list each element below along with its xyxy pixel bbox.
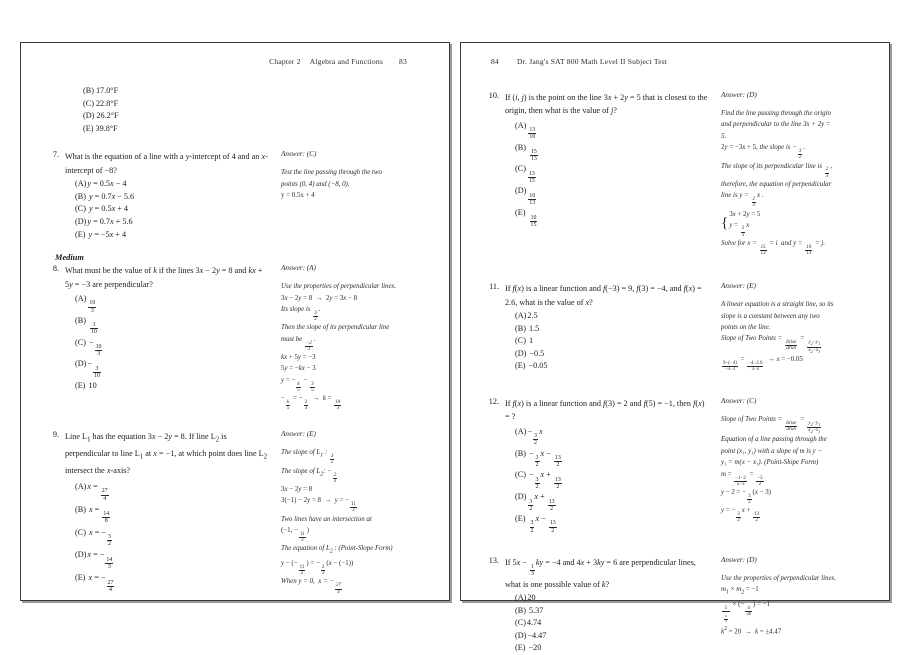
question-stem: If f(x) is a linear function and f(−3) = 9, f(3) = −4, and f(x) = 2.6, what is the value of x? xyxy=(505,284,702,307)
solution-line: Use the properties of perpendicular lines. xyxy=(281,283,396,291)
choice-b[interactable]: (B) y = 0.7x − 5.6 xyxy=(75,191,135,201)
solution-line: Use the properties of perpendicular lines. xyxy=(721,574,836,582)
running-head-book-title: Dr. Jang's SAT 800 Math Level II Subject Test xyxy=(517,57,668,66)
solution-line: line is y = $\frac{2}{3}$ x . xyxy=(721,192,764,209)
choices-list xyxy=(47,292,269,394)
choice-d[interactable]: (D) $\frac{3}{2}$ x + $\frac{13}{2}$ xyxy=(515,492,555,512)
question-number: 7. xyxy=(52,150,59,160)
choice-e[interactable]: (E) y = −5x + 4 xyxy=(75,229,127,239)
solution-line: Find the line passing through the origin xyxy=(721,110,831,117)
solution-line: Test the line passing through the two xyxy=(281,169,382,177)
fraction-denominator: 2 xyxy=(535,462,539,469)
choice-item[interactable]: (E) 39.8°F xyxy=(83,123,118,133)
solution-line: kx + 5y = −3 xyxy=(281,353,316,361)
fraction-numerator: 27 xyxy=(107,579,114,586)
fraction-denominator: 4 xyxy=(107,586,115,593)
choice-b[interactable]: (B) x = $\frac{14}{8}$ xyxy=(75,504,110,525)
answer-key: Answer: (D) xyxy=(721,555,757,564)
choice-item[interactable]: (B) 17.0°F xyxy=(83,86,119,95)
choice-value: −0.05 xyxy=(528,361,548,371)
solution-line: Solve for x = $\frac{15}{13}$ = i and y = $\frac{10}{13}$ = j. xyxy=(721,239,825,256)
choice-a[interactable]: (A)x = $\frac{27}{4}$ xyxy=(75,481,108,502)
choice-value: −20 xyxy=(528,643,542,653)
solution-line: Then the slope of its perpendicular line xyxy=(281,324,390,332)
solution-line: $m_1 \times m_2 = -1$ xyxy=(721,586,759,596)
choice-b[interactable]: (B) $\frac{15}{13}$ xyxy=(515,142,537,163)
choice-d[interactable]: (D) −0.5 xyxy=(515,348,545,358)
choice-d[interactable]: (D)− $\frac{3}{10}$ xyxy=(75,359,100,380)
choice-e[interactable]: (E) −0.05 xyxy=(515,361,548,371)
solution-line: y − 2 = − $\frac{3}{2}$ (x − 3) xyxy=(721,488,771,506)
question-number: 12. xyxy=(488,396,499,406)
choice-value: 20 xyxy=(527,592,536,602)
choice-b[interactable]: (B) $\frac{3}{10}$ xyxy=(75,315,97,336)
fraction-denominator: 2 xyxy=(549,527,557,534)
choice-a[interactable]: (A) $\frac{10}{3}$ xyxy=(75,293,96,314)
fraction-denominator: 15 xyxy=(530,221,537,228)
fraction-denominator: 2 xyxy=(535,483,539,490)
answer-key: Answer: (A) xyxy=(281,264,316,273)
question-stem: If f(x) is a linear function and f(3) = 2 and f(5) = −1, then f(x) = ? xyxy=(505,398,705,422)
continued-choices-list xyxy=(37,85,433,135)
solution-line: point (x₁, y₁) with a slope of m is y − xyxy=(721,447,823,455)
choices-list xyxy=(487,119,709,228)
fraction-denominator: 3 xyxy=(105,563,113,570)
solution-line: Equation of a line passing through the xyxy=(721,436,827,444)
fraction-numerator: 15 xyxy=(530,149,537,156)
choice-a[interactable]: (A) $\frac{13}{10}$ xyxy=(515,120,536,141)
answer-key: Answer: (C) xyxy=(721,396,757,405)
solution-line: slope is a constant between any two xyxy=(721,312,820,320)
solution-block xyxy=(281,281,433,411)
answer-key: Answer: (C) xyxy=(281,150,317,159)
fraction-numerator: 13 xyxy=(528,170,535,177)
question-9 xyxy=(37,430,433,594)
fraction-denominator: 2 xyxy=(530,527,534,534)
answer-key: Answer: (E) xyxy=(281,430,316,439)
choices-list xyxy=(487,310,709,373)
fraction-numerator: 3 xyxy=(529,498,533,505)
choice-c[interactable]: (C) y = 0.5x + 4 xyxy=(75,204,129,214)
solution-line: y = − $\frac{k}{5}$ − $\frac{3}{5}$ xyxy=(281,376,314,393)
fraction-denominator: 4 xyxy=(101,495,109,502)
fraction-numerator: 27 xyxy=(101,488,108,495)
fraction-numerator: 13 xyxy=(529,127,536,134)
fraction-denominator: 10 xyxy=(529,134,536,141)
choice-e[interactable]: (E) −20 xyxy=(515,643,542,653)
fraction-numerator: 10 xyxy=(89,300,96,307)
solution-block xyxy=(721,299,873,372)
fraction-denominator: 3 xyxy=(88,307,96,314)
choice-value: 1 xyxy=(528,336,534,346)
choice-b[interactable]: (B) 1.5 xyxy=(515,323,540,333)
fraction-numerator: 3 xyxy=(535,454,539,461)
choice-e[interactable]: (E) $\frac{10}{15}$ xyxy=(515,208,537,228)
solution-line: $\frac{5}{\frac{k}{3}}$ × (− $\frac{4}{3k}$ ) = −1 xyxy=(721,599,873,624)
solution-line: Slope of Two Points = $\frac{\text{Δrise}}{\text{Δrun}}$ = $\frac{y_2-y_1}{x_2-x_1}$ xyxy=(721,335,821,354)
solution-block xyxy=(721,573,873,638)
question-13 xyxy=(477,556,873,655)
choice-d[interactable]: (D)y = 0.7x + 5.6 xyxy=(75,216,133,226)
running-head-chapter-title: Algebra and Functions xyxy=(309,57,383,66)
fraction-numerator: 14 xyxy=(106,556,113,563)
solution-line: m = $\frac{-1-2}{5-3}$ = $\frac{-3}{2}$ xyxy=(721,470,763,487)
solution-line: y − (− $\frac{11}{2}$ ) = − $\frac{2}{3}$ (x − (−1)) xyxy=(281,560,354,577)
solution-line: 5y = −kx − 3 xyxy=(281,365,316,373)
fraction-numerator: 3 xyxy=(92,322,96,329)
fraction-denominator: 8 xyxy=(102,517,110,524)
question-stem: What is the equation of a line with a y-intercept of 4 and an x-intercept of −8? xyxy=(65,152,268,175)
choice-b[interactable]: (B) − $\frac{3}{2}$ x − $\frac{13}{2}$ xyxy=(515,448,561,469)
fraction-numerator: 10 xyxy=(530,214,537,221)
choice-item[interactable]: (D) 26.2°F xyxy=(83,111,119,121)
fraction-denominator: 2 xyxy=(529,505,533,512)
question-number: 11. xyxy=(489,282,499,292)
solution-line: The slope of $L_2$: − $\frac{2}{3}$ xyxy=(281,467,337,484)
page-number-right: 84 xyxy=(491,57,499,66)
question-11 xyxy=(477,282,873,373)
choice-c[interactable]: (C) − $\frac{3}{2}$ x + $\frac{13}{2}$ xyxy=(515,470,561,490)
question-number: 13. xyxy=(488,555,499,565)
question-number: 9. xyxy=(52,430,59,440)
fraction-numerator: 10 xyxy=(529,192,536,199)
fraction-denominator: 2 xyxy=(548,505,556,512)
fraction-denominator: 10 xyxy=(94,373,100,380)
solution-line: $\frac{9-(-4)}{-3-3}$ = $\frac{-4-2.6}{3-x}$ → x = −0.05 xyxy=(723,355,803,372)
choice-c[interactable]: (C) x = − $\frac{3}{2}$ xyxy=(75,527,111,548)
solution-line: must be $\frac{-2}{3}$ . xyxy=(281,335,316,352)
question-stem: If 5x − $\frac{1}{3}$ ky = −4 and 4x + 3ky = 6 are perpendicular lines, what is one possible value of k? xyxy=(505,557,696,589)
solution-line: points (0, 4) and (−8, 0). xyxy=(281,180,350,188)
fraction-numerator: 3 xyxy=(535,476,539,483)
choice-value: 4.74 xyxy=(526,618,542,628)
choice-b[interactable]: (B) 5.37 xyxy=(515,605,544,615)
running-head-right-page xyxy=(477,57,873,71)
solution-line: 3x − 2y = 8 xyxy=(281,485,313,493)
fraction-numerator: 3 xyxy=(95,365,99,372)
choice-value: 5.37 xyxy=(528,605,544,615)
solution-line: (−1, − $\frac{11}{2}$ ) xyxy=(281,527,310,544)
solution-line: − $\frac{k}{5}$ = − $\frac{2}{3}$ → k = $\frac{10}{3}$ xyxy=(281,395,341,412)
choice-c[interactable]: (C) − $\frac{10}{3}$ xyxy=(75,337,102,358)
choice-e[interactable]: (E) x = − $\frac{27}{4}$ xyxy=(75,573,114,593)
fraction-numerator: 3 xyxy=(107,533,111,540)
fraction-denominator: 2 xyxy=(554,483,562,490)
solution-block xyxy=(281,447,433,594)
solution-line: $k^2 = 20 \to k = \pm 4.47$ xyxy=(721,625,782,635)
choice-a[interactable]: (A)− $\frac{3}{2}$ x xyxy=(515,426,543,447)
page-number-left: 83 xyxy=(399,57,407,66)
solution-line: points on the line. xyxy=(721,323,771,331)
choice-value: 10 xyxy=(88,381,97,391)
solution-line: y₁ = m(x − x₁). (Point-Slope Form) xyxy=(721,459,819,467)
choices-list xyxy=(487,592,709,655)
question-12 xyxy=(477,397,873,534)
fraction-numerator: 10 xyxy=(95,344,102,351)
answer-key: Answer: (E) xyxy=(721,282,756,291)
solution-line: 2y = −3x + 5, the slope is − $\frac{3}{2}$ . xyxy=(721,144,806,161)
solution-line-system: { 3x + 2y = 5 y = $\frac{2}{3}$ x xyxy=(721,210,761,238)
choice-d[interactable]: (D)−4.47 xyxy=(515,630,547,640)
fraction-denominator: 10 xyxy=(90,329,97,336)
solution-line: Its slope is $\frac{3}{2}$ . xyxy=(281,305,321,323)
fraction-denominator: 3 xyxy=(95,350,103,357)
question-stem: What must be the value of k if the lines 3x − 2y = 8 and kx + 5y = −3 are perpendicular? xyxy=(65,266,263,289)
choice-e[interactable]: (E) $\frac{3}{2}$ x − $\frac{13}{2}$ xyxy=(515,513,556,534)
choices-list xyxy=(47,178,269,241)
question-7 xyxy=(37,150,433,241)
solution-line: The slope of its perpendicular line is $\frac{2}{3}$ , xyxy=(721,162,832,179)
question-stem: Line $L_1$ has the equation 3x − 2y = 8. If line $L_2$ is perpendicular to line $L_1$ at x = −1, at which point does line $L_2$ intersect the x-axis? xyxy=(65,432,268,476)
solution-line: 3(−1) − 2y = 8 → y = − $\frac{11}{2}$ xyxy=(281,497,356,514)
question-stem: If (i, j) is the point on the line 3x + 2y = 5 that is closest to the origin, then what is the value of j? xyxy=(505,93,708,116)
choice-e[interactable]: (E) 10 xyxy=(75,381,97,391)
choice-a[interactable]: (A)20 xyxy=(515,592,536,602)
solution-line: 3x − 2y = 8 → 2y = 3x − 8 xyxy=(281,294,358,302)
fraction-denominator: 2 xyxy=(107,541,111,548)
solution-block xyxy=(281,167,433,201)
answer-key: Answer: (D) xyxy=(721,91,757,99)
question-8 xyxy=(37,264,433,411)
solution-line: A linear equation is a straight line, so its xyxy=(721,301,834,309)
solution-block xyxy=(721,414,873,524)
question-10 xyxy=(477,91,873,256)
fraction-numerator: 14 xyxy=(103,511,110,518)
fraction-denominator: 13 xyxy=(529,199,536,206)
choices-list xyxy=(47,479,269,593)
choice-value: 2.5 xyxy=(527,310,538,320)
fraction-numerator: 13 xyxy=(554,454,561,461)
solution-line: therefore, the equation of perpendicular xyxy=(721,180,832,188)
running-head-left-page xyxy=(37,57,433,71)
choice-value: −4.47 xyxy=(527,630,547,640)
solution-line: The slope of $L_1$ : $\frac{3}{2}$ xyxy=(281,449,334,466)
fraction-numerator: 3 xyxy=(534,433,537,440)
solution-line: 5. xyxy=(721,132,727,140)
solution-line: y = − $\frac{3}{2}$ x + $\frac{13}{2}$ xyxy=(721,507,760,524)
fraction-denominator: 2 xyxy=(554,461,562,468)
choice-value: −0.5 xyxy=(529,348,545,358)
question-number: 10. xyxy=(488,91,499,100)
fraction-numerator: 13 xyxy=(549,520,556,527)
page-right-content xyxy=(461,43,889,653)
fraction-denominator: 2 xyxy=(534,440,537,447)
fraction-numerator: 13 xyxy=(548,498,555,505)
choice-c[interactable]: (C) 1 xyxy=(515,336,534,346)
page-right xyxy=(460,42,890,653)
choice-value: 1.5 xyxy=(528,323,540,333)
choice-d[interactable]: (D)x = − $\frac{14}{3}$ xyxy=(75,550,113,570)
page-left xyxy=(20,42,450,601)
difficulty-section-label: Medium xyxy=(55,253,84,263)
choice-a[interactable]: (A)y = 0.5x − 4 xyxy=(75,179,127,189)
choices-list xyxy=(487,425,709,534)
solution-line: The equation of $L_2$ : (Point-Slope Form) xyxy=(281,545,393,555)
choice-c[interactable]: (C)4.74 xyxy=(515,618,542,628)
choice-item[interactable]: (C) 22.8°F xyxy=(83,98,119,108)
solution-line: Slope of Two Points = $\frac{\text{Δrise}}{\text{Δrun}}$ = $\frac{y_2-y_1}{x_2-x_1}$ xyxy=(721,415,821,435)
solution-block xyxy=(721,108,873,256)
solution-line: and perpendicular to the line 3x + 2y = xyxy=(721,121,831,129)
fraction-denominator: 15 xyxy=(528,178,535,185)
fraction-numerator: 13 xyxy=(554,476,561,483)
solution-line: y = 0.5x + 4 xyxy=(281,192,315,200)
choice-a[interactable]: (A)2.5 xyxy=(515,310,538,320)
choice-d[interactable]: (D) $\frac{10}{13}$ xyxy=(515,186,536,206)
question-number: 8. xyxy=(52,264,59,274)
choice-c[interactable]: (C) $\frac{13}{15}$ xyxy=(515,164,535,185)
solution-line: When y = 0, x = − $\frac{27}{4}$ xyxy=(281,578,341,595)
fraction-denominator: 13 xyxy=(530,156,537,163)
running-head-chapter-label: Chapter 2 xyxy=(269,57,301,66)
fraction-numerator: 3 xyxy=(530,520,534,527)
page-left-content xyxy=(21,43,449,600)
solution-line: Two lines have an intersection at xyxy=(281,515,372,523)
